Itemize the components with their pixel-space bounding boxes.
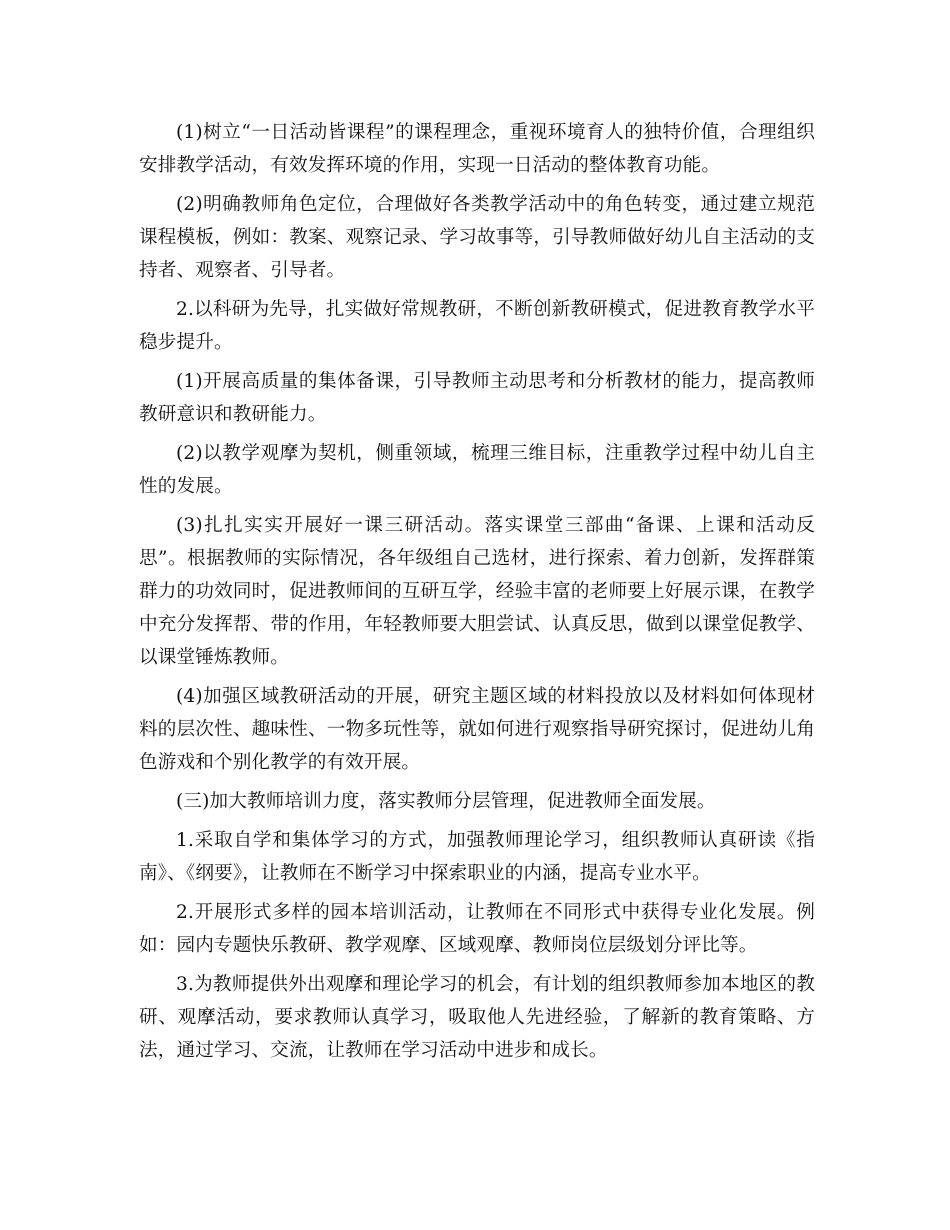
- paragraph-2: (2)明确教师角色定位，合理做好各类教学活动中的角色转变，通过建立规范课程模板，例如：教案、观察记录、学习故事等，引导教师做好幼儿自主活动的支持者、观察者、引导者。: [139, 194, 815, 281]
- paragraph-6: (3)扎扎实实开展好一课三研活动。落实课堂三部曲“备课、上课和活动反思”。根据教师的实际情况，各年级组自己选材，进行探索、着力创新，发挥群策群力的功效同时，促进教师间的互研互学，经验丰富的老师要上好展示课，在教学中充分发挥帮、带的作用，年轻教师要大胆尝试、认真反思，做到以课堂促教学、以课堂锤炼教师。: [139, 515, 815, 668]
- paragraph-10: 3.为教师提供外出观摩和理论学习的机会，有计划的组织教师参加本地区的教研、观摩活动，要求教师认真学习，吸取他人先进经验，了解新的教育策略、方法，通过学习、交流，让教师在学习活动中进步和成长。: [139, 974, 815, 1061]
- paragraph-5: (2)以教学观摩为契机，侧重领域，梳理三维目标，注重教学过程中幼儿自主性的发展。: [139, 443, 815, 497]
- paragraph-1: (1)树立“一日活动皆课程”的课程理念，重视环境育人的独特价值，合理组织安排教学活动，有效发挥环境的作用，实现一日活动的整体教育功能。: [139, 122, 815, 176]
- paragraph-7: (4)加强区域教研活动的开展，研究主题区域的材料投放以及材料如何体现材料的层次性、趣味性、一物多玩性等，就如何进行观察指导研究探讨，促进幼儿角色游戏和个别化教学的有效开展。: [139, 686, 815, 773]
- paragraph-8: 1.采取自学和集体学习的方式，加强教师理论学习，组织教师认真研读《指南》、《纲要》，让教师在不断学习中探索职业的内涵，提高专业水平。: [139, 830, 815, 884]
- document-body: [139, 116, 815, 1073]
- section-heading-3: (三)加大教师培训力度，落实教师分层管理，促进教师全面发展。: [176, 791, 716, 812]
- paragraph-9: 2.开展形式多样的园本培训活动，让教师在不同形式中获得专业化发展。例如：园内专题快乐教研、教学观摩、区域观摩、教师岗位层级划分评比等。: [139, 902, 815, 956]
- paragraph-3: 2.以科研为先导，扎实做好常规教研，不断创新教研模式，促进教育教学水平稳步提升。: [139, 299, 815, 353]
- paragraph-4: (1)开展高质量的集体备课，引导教师主动思考和分析教材的能力，提高教师教研意识和教研能力。: [139, 371, 815, 425]
